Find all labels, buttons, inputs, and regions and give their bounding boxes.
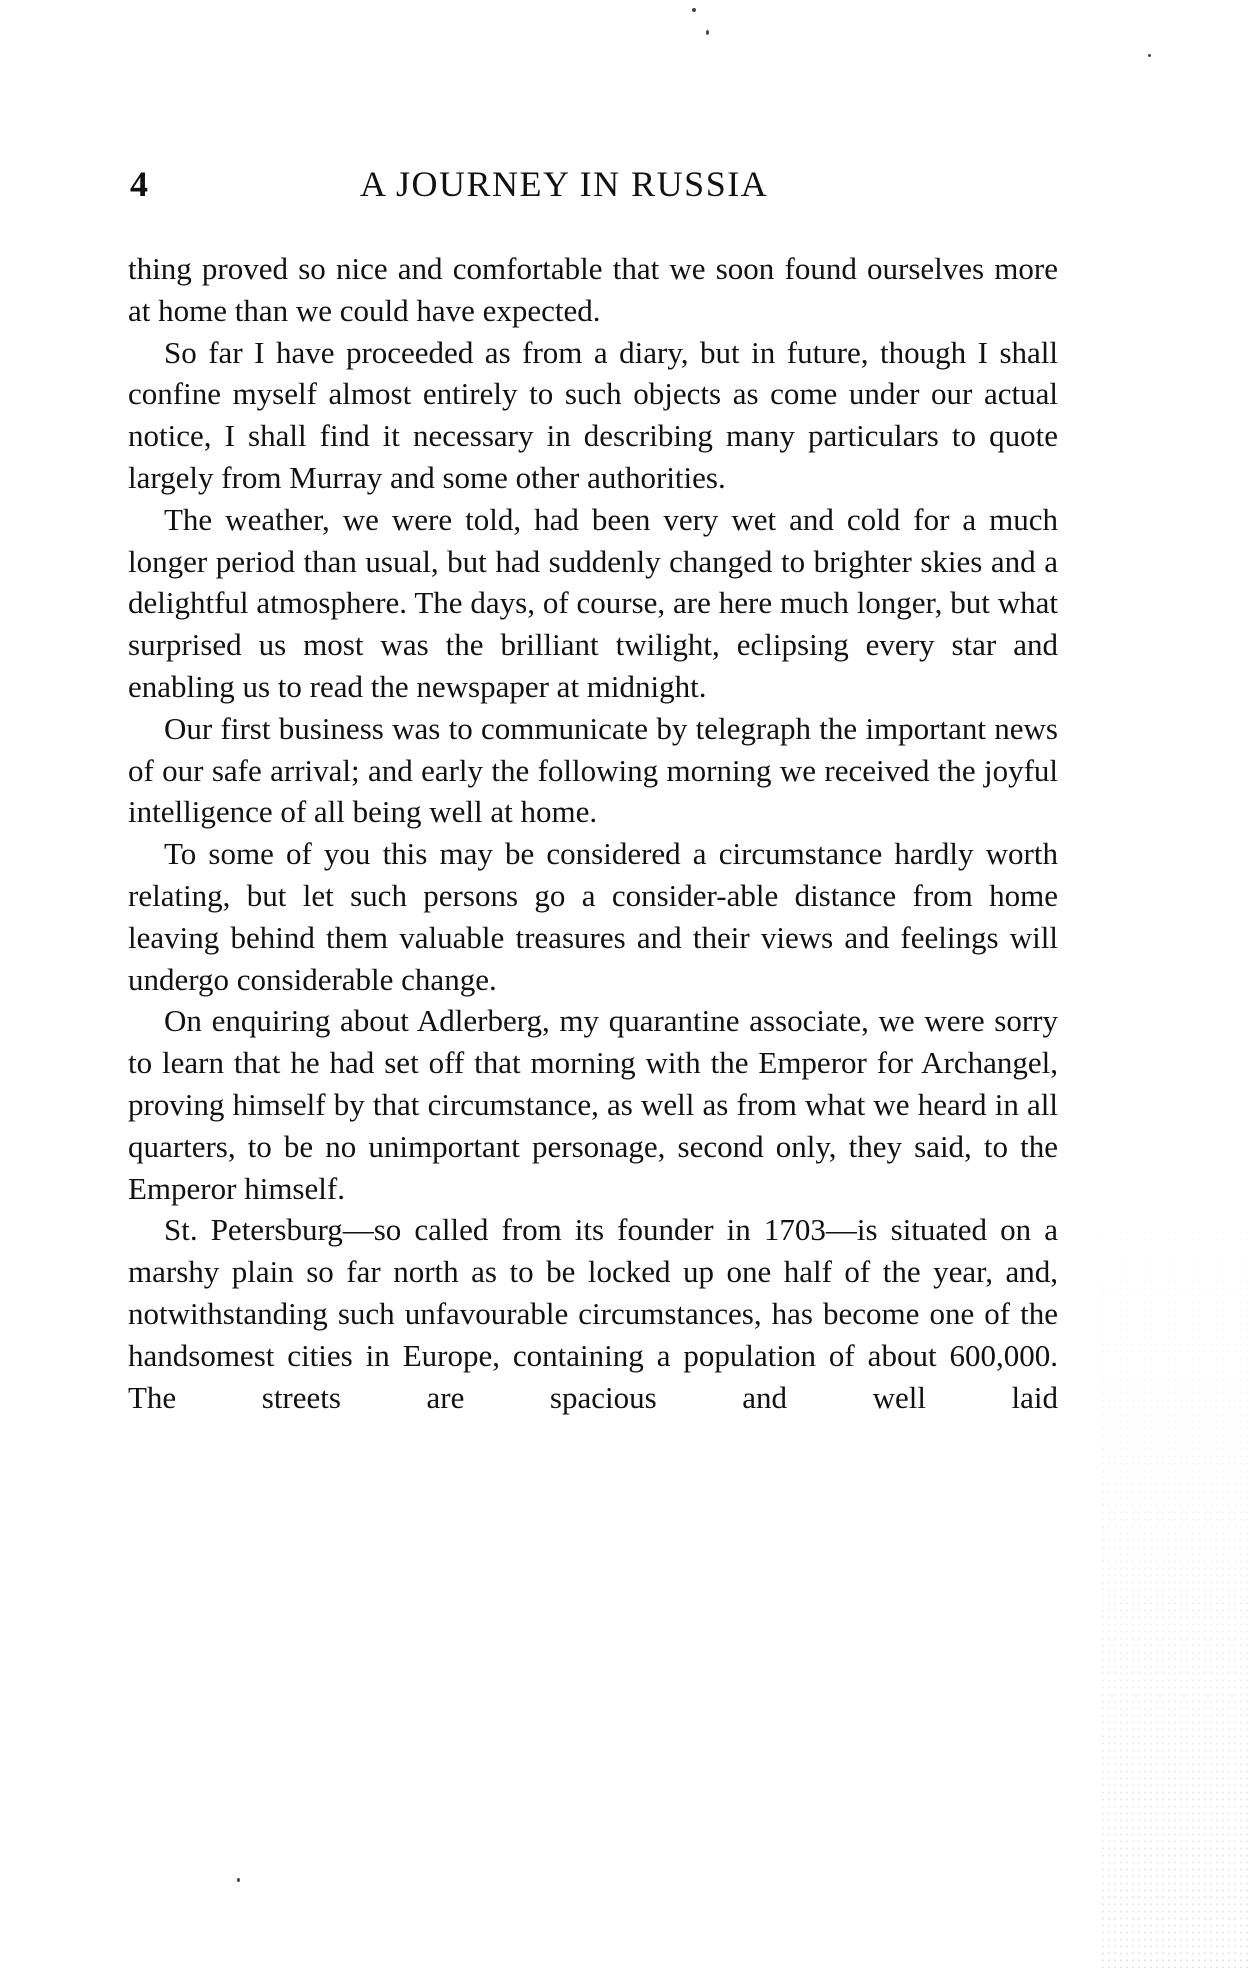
scan-noise [1100,1068,1250,1968]
paragraph: St. Petersburg—so called from its founder in 1703—is situated on a marshy plain so far north as to be locked up one half of the year, and, notwithstanding such unfavourable circumstances, has become one of the handsomest cities in Europe, containing a population of about 600,000. The streets are spacious and well laid [128,1212,1058,1415]
scan-speck [237,1878,240,1882]
page-number: 4 [130,164,148,204]
scan-speck [706,30,709,35]
running-title: A JOURNEY IN RUSSIA [360,164,769,204]
page-header [130,160,1058,208]
paragraph: Our first business was to communicate by telegraph the important news of our safe arrival; and early the following morning we received the joyful intelligence of all being well at home. [128,710,1058,830]
paragraph: To some of you this may be considered a circumstance hardly worth relating, but let such persons go a consider-able distance from home leaving behind them valuable treasures and their views and feelings will undergo considerable change. [128,836,1058,997]
paragraph: So far I have proceeded as from a diary, but in future, though I shall confine myself almost entirely to such objects as come under our actual notice, I shall find it necessary in describing many particulars to quote largely from Murray and some other authorities. [128,334,1058,495]
scan-speck [1148,54,1151,57]
scan-speck [692,8,696,12]
paragraph: thing proved so nice and comfortable that we soon found ourselves more at home than we could have expected. [128,251,1058,328]
body-text [128,248,1058,1418]
paragraph: The weather, we were told, had been very wet and cold for a much longer period than usual, but had suddenly changed to brighter skies and a delightful atmosphere. The days, of course, are here much longer, but what surprised us most was the brilliant twilight, eclipsing every star and enabling us to read the newspaper at midnight. [128,501,1058,704]
paragraph: On enquiring about Adlerberg, my quarantine associate, we were sorry to learn that he had set off that morning with the Emperor for Archangel, proving himself by that circumstance, as well as from what we heard in all quarters, to be no unimportant personage, second only, they said, to the Emperor himself. [128,1003,1058,1206]
